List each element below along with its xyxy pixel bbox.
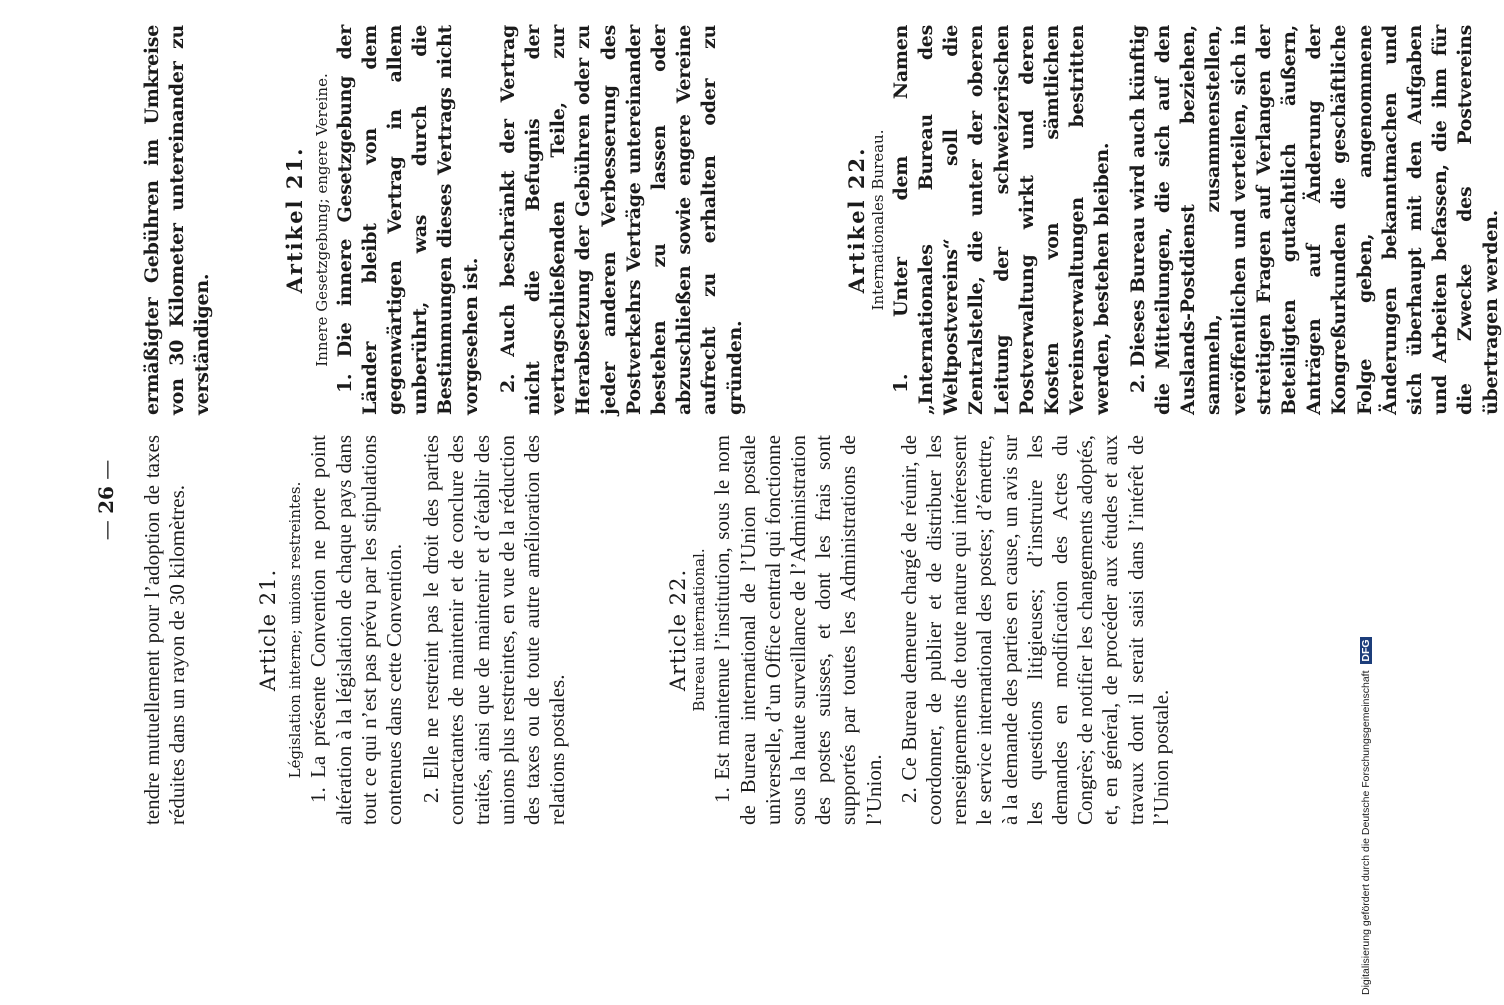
watermark-text: Digitalisierung gefördert durch die Deutsche Forschungsgemeinschaft (1360, 670, 1372, 995)
french-article-21-p1: 1. La présente Convention ne porte point altération à la législation de chaque pays dans tout ce qui n’est pas prévu par les stipulations contenues dans cette Convention. (306, 435, 407, 825)
french-article-22-heading: Article 22. (666, 568, 691, 692)
german-article-21-heading: Artikel 21. (281, 146, 307, 294)
german-article-21-p2: 2. Auch beschränkt der Vertrag nicht die Befugnis der vertragschließenden Teile, zur Herabsetzung der Gebühren oder zu jeder anderen Verbesserung des Postverkehrs Verträge untereinander bestehen zu lassen oder abzuschließen sowie engere Vereine aufrecht zu erhalten oder zu gründen. (496, 25, 746, 415)
german-column (140, 25, 1504, 415)
french-article-21-heading: Article 21. (256, 568, 281, 692)
french-intro: tendre mutuellement pour l’adoption de taxes réduites dans un rayon de 30 kilomètres. (140, 435, 190, 825)
page-number: — 26 — (94, 459, 118, 541)
german-article-21-subheading: Innere Gesetzgebung; engere Vereine. (312, 73, 331, 367)
german-article-22-heading: Artikel 22. (843, 146, 869, 294)
french-article-22-subheading: Bureau international. (690, 548, 709, 712)
french-article-21-subheading: Législation interne; unions restreintes. (286, 481, 305, 779)
dfg-logo: DFG (1360, 639, 1372, 662)
german-intro: ermäßigter Gebühren im Umkreise von 30 Kilometer untereinander zu verständigen. (141, 25, 214, 415)
french-column (140, 435, 1174, 825)
french-article-21-p2: 2. Elle ne restreint pas le droit des parties contractantes de maintenir et de conclure des traités, ainsi que de maintenir et d’établir des unions plus restreintes, en vue de la réduction des taxes ou de toute autre amélioration des relations postales. (419, 435, 570, 825)
french-article-22-p2: 2. Ce Bureau demeure chargé de réunir, de coordonner, de publier et de distribuer les renseignements de toute nature qui intéressent le service international des postes; d’émettre, à la demande des parties en cause, un avis sur les questions litigieuses; d’instruire les demandes en modification des Actes du Congrès; de notifier les changements adoptés, et, en général, de procéder aux études et aux travaux dont il serait saisi dans l’intérêt de l’Union postale. (896, 435, 1173, 825)
dfg-watermark (1360, 637, 1372, 995)
german-article-22-subheading: Internationales Bureau. (868, 129, 887, 311)
french-article-22-p1: 1. Est maintenue l’institution, sous le nom de Bureau international de l’Union postale universelle, d’un Office central qui fonctionne sous la haute surveillance de l’Administration des postes suisses, et dont les frais sont supportés par toutes les Administrations de l’Union. (710, 435, 886, 825)
german-article-21-p1: 1. Die innere Gesetzgebung der Länder bleibt von dem gegenwärtigen Vertrag in allem unberührt, was durch die Bestimmungen dieses Vertrags nicht vorgesehen ist. (333, 25, 482, 415)
german-article-22-p1: 1. Unter dem Namen „Internationales Bureau des Weltpostvereins“ soll die Zentralstelle, die unter der oberen Leitung der schweizerischen Postverwaltung wirkt und deren Kosten von sämtlichen Vereinsverwaltungen bestritten werden, bestehen bleiben. (889, 25, 1114, 415)
german-article-22-p2: 2. Dieses Bureau wird auch künftig die Mitteilungen, die sich auf den Auslands-Postdienst beziehen, sammeln, zusammenstellen, veröffentlichen und verteilen, sich in streitigen Fragen auf Verlangen der Beteiligten gutachtlich äußern, Anträgen auf Änderung der Kongreßurkunden die geschäftliche Folge geben, angenommene Änderungen bekanntmachen und sich überhaupt mit den Aufgaben und Arbeiten befassen, die ihm für die Zwecke des Postvereins übertragen werden. (1126, 25, 1502, 415)
